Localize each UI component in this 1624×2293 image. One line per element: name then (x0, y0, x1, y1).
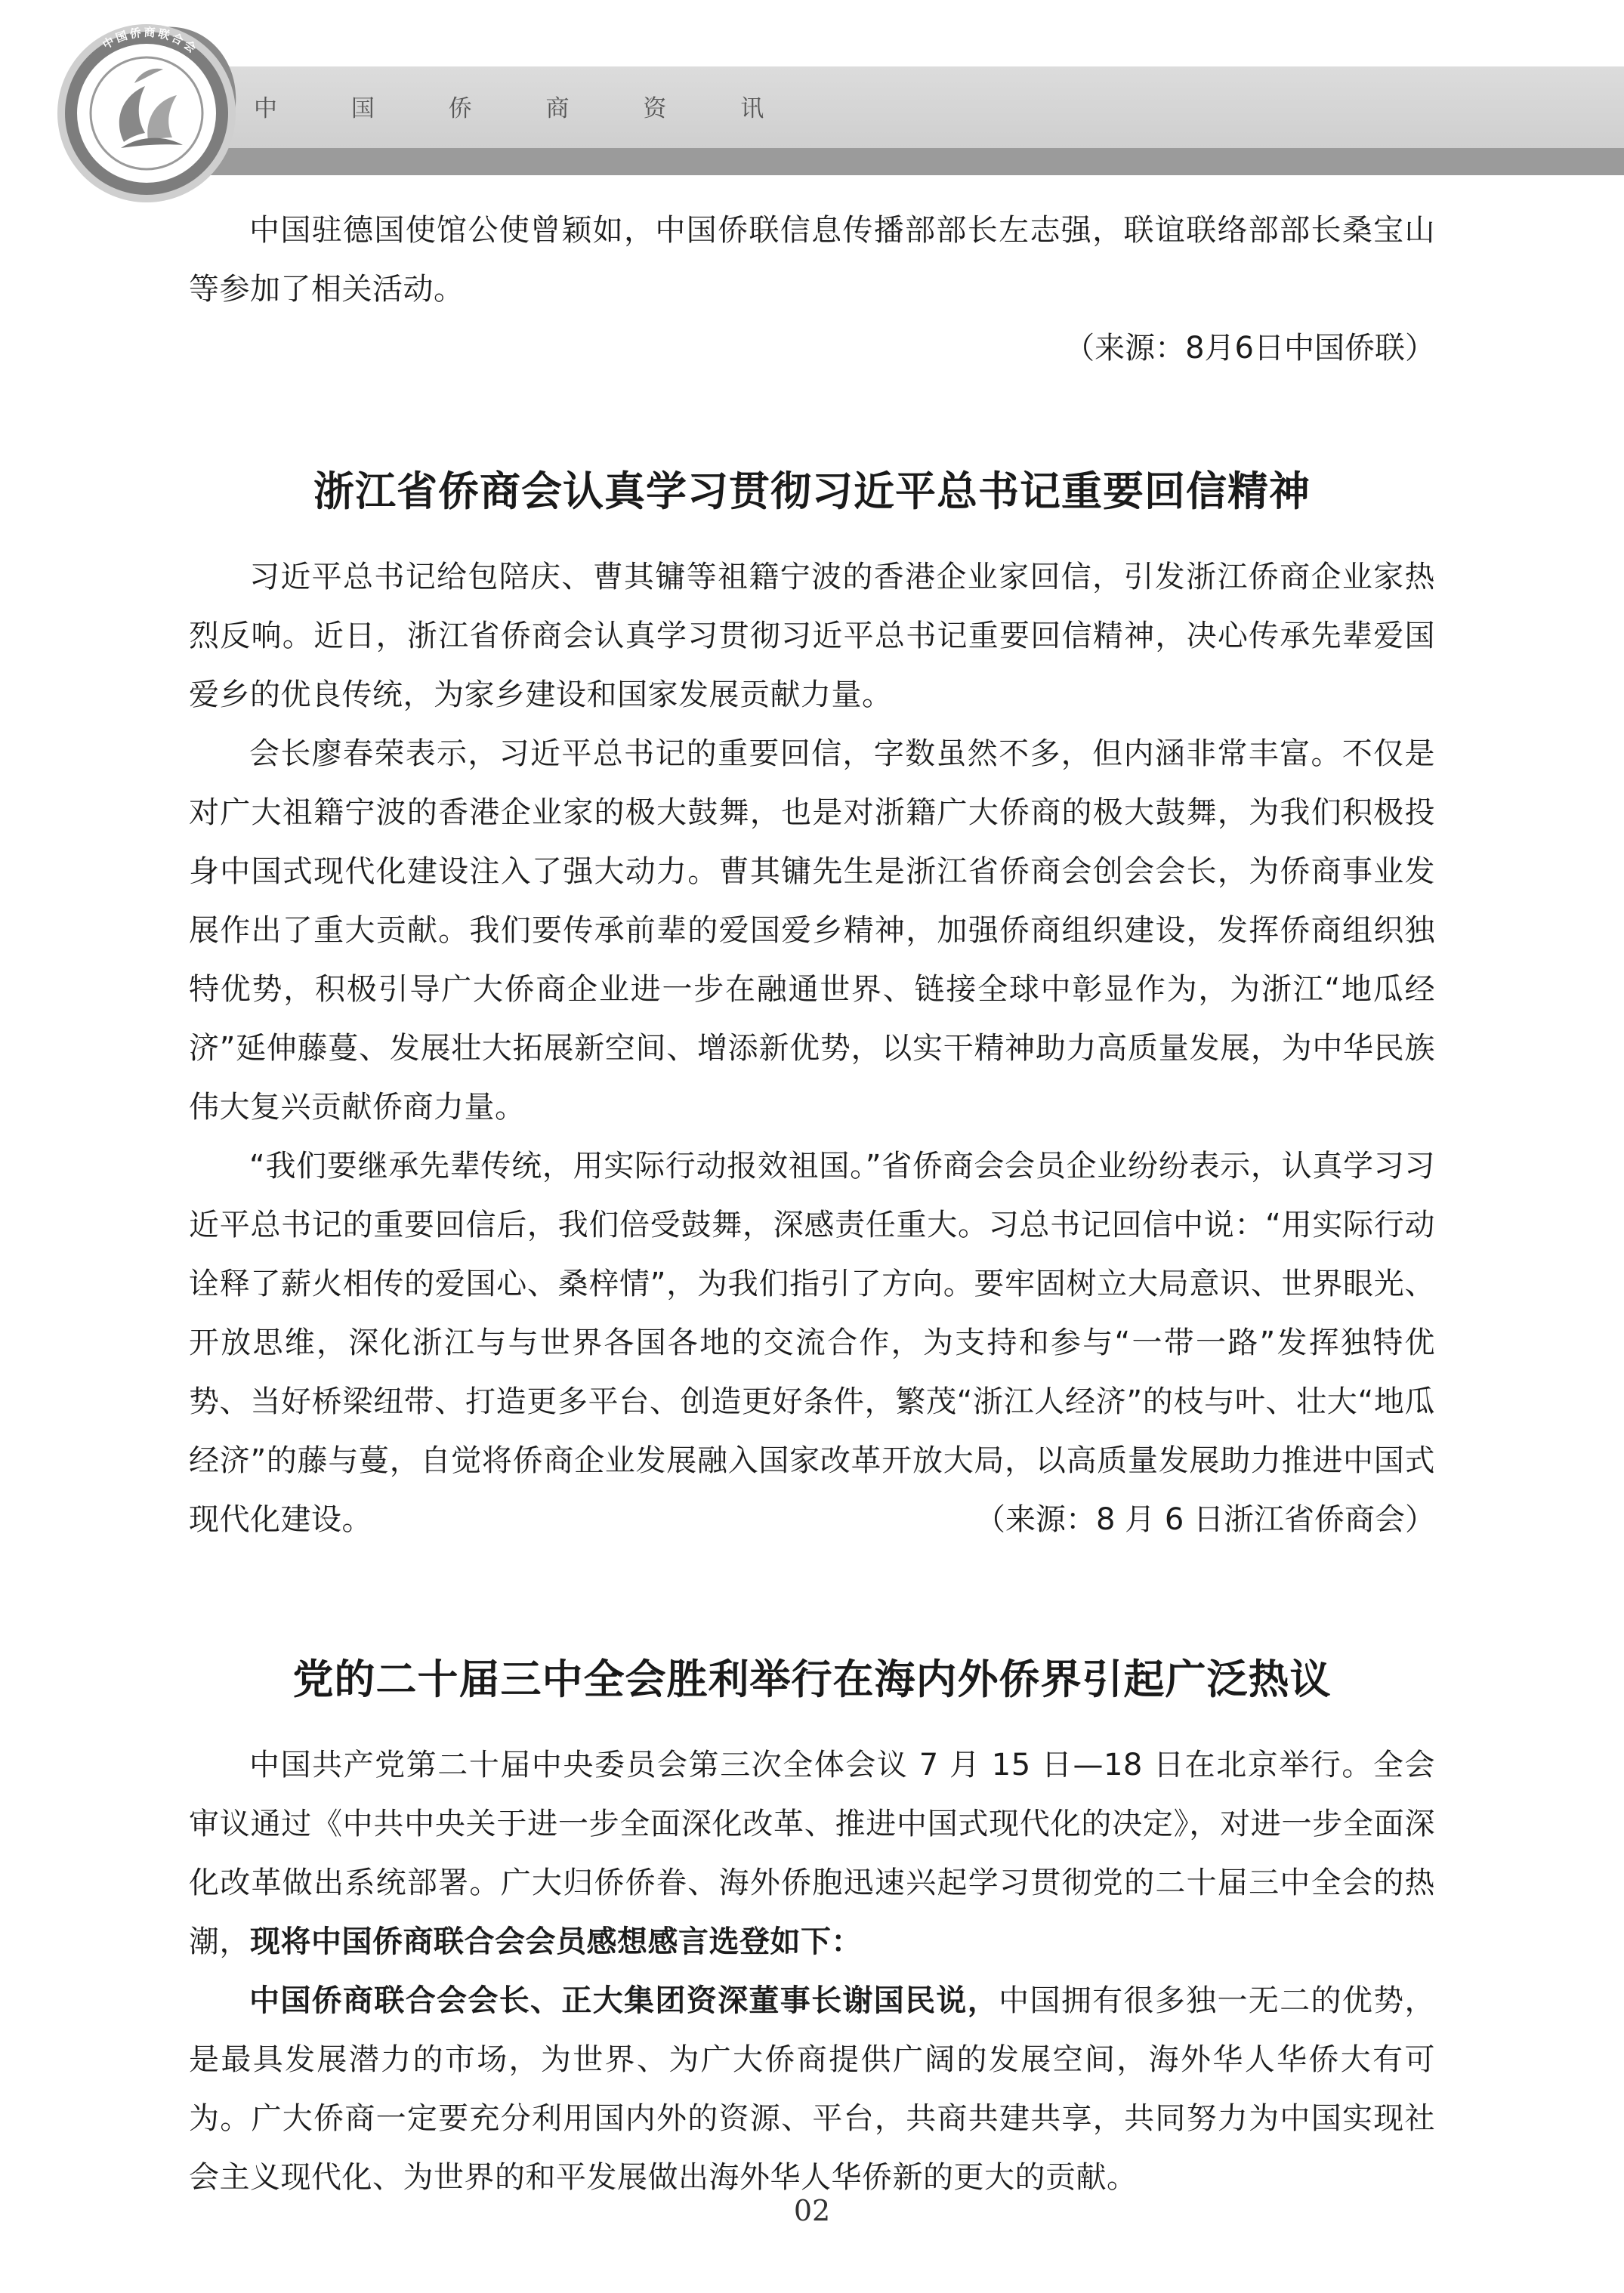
intro-paragraph: 中国驻德国使馆公使曾颖如，中国侨联信息传播部部长左志强，联谊联络部部长桑宝山等参加了相关活动。 (189, 213, 1435, 307)
article2-paragraph-2 (189, 1971, 1435, 2207)
article1-title: 浙江省侨商会认真学习贯彻习近平总书记重要回信精神 (313, 468, 1311, 515)
article1-paragraph-2: 会长廖春荣表示，习近平总书记的重要回信，字数虽然不多，但内涵非常丰富。不仅是对广大祖籍宁波的香港企业家的极大鼓舞，也是对浙籍广大侨商的极大鼓舞，为我们积极投身中国式现代化建设注入了强大动力。曹其镛先生是浙江省侨商会创会会长，为侨商事业发展作出了重大贡献。我们要传承前辈的爱国爱乡精神，加强侨商组织建设，发挥侨商组织独特优势，积极引导广大侨商企业进一步在融通世界、链接全球中彰显作为，为浙江“地瓜经济”延伸藤蔓、发展壮大拓展新空间、增添新优势，以实干精神助力高质量发展，为中华民族伟大复兴贡献侨商力量。 (189, 736, 1435, 1125)
article1-paragraph-1: 习近平总书记给包陪庆、曹其镛等祖籍宁波的香港企业家回信，引发浙江侨商企业家热烈反响。近日，浙江省侨商会认真学习贯彻习近平总书记重要回信精神，决心传承先辈爱国爱乡的优良传统，为家乡建设和国家发展贡献力量。 (189, 560, 1435, 712)
article2-title: 党的二十届三中全会胜利举行在海内外侨界引起广泛热议 (292, 1656, 1332, 1703)
page-content (189, 189, 1435, 2207)
header-title: 中 国 侨 商 资 讯 (254, 95, 798, 122)
federation-logo (48, 8, 245, 204)
article1-source: （来源：8 月 6 日浙江省侨商会） (974, 1502, 1435, 1537)
article2-paragraph-1 (189, 1736, 1435, 1971)
article2-paragraph-2-speaker: 中国侨商联合会会长、正大集团资深董事长谢国民说， (249, 1983, 999, 2018)
header-band (189, 148, 1624, 175)
article1-paragraph-3: “我们要继承先辈传统，用实际行动报效祖国。”省侨商会会员企业纷纷表示，认真学习习近平总书记的重要回信后，我们倍受鼓舞，深感责任重大。习总书记回信中说：“用实际行动诠释了薪火相传的爱国心、桑梓情”，为我们指引了方向。要牢固树立大局意识、世界眼光、开放思维，深化浙江与与世界各国各地的交流合作，为支持和参与“一带一路”发挥独特优势、当好桥梁纽带、打造更多平台、创造更好条件，繁茂“浙江人经济”的枝与叶、壮大“地瓜经济”的藤与蔓，自觉将侨商企业发展融入国家改革开放大局，以高质量发展助力推进中国式现代化建设。 (189, 1149, 1435, 1537)
page-number: 02 (793, 2194, 831, 2227)
article2-paragraph-2-text: 中国拥有很多独一无二的优势，是最具发展潜力的市场，为世界、为广大侨商提供广阔的发展空间，海外华人华侨大有可为。广大侨商一定要充分利用国内外的资源、平台，共商共建共享，共同努力为中国实现社会主义现代化、为世界的和平发展做出海外华人华侨新的更大的贡献。 (189, 1983, 1436, 2195)
intro-source: （来源：8月6日中国侨联） (1064, 331, 1435, 366)
svg-text:中国侨商联合会: 中国侨商联合会 (100, 25, 201, 57)
article2-paragraph-1-bold: 现将中国侨商联合会会员感想感言选登如下： (250, 1924, 862, 1959)
article2-paragraph-1-text: 中国共产党第二十届中央委员会第三次全体会议 7 月 15 日—18 日在北京举行。全会审议通过《中共中央关于进一步全面深化改革、推进中国式现代化的决定》，对进一步全面深化改革做出系统部署。广大归侨侨眷、海外侨胞迅速兴起学习贯彻党的二十届三中全会的热潮， (189, 1748, 1435, 1959)
